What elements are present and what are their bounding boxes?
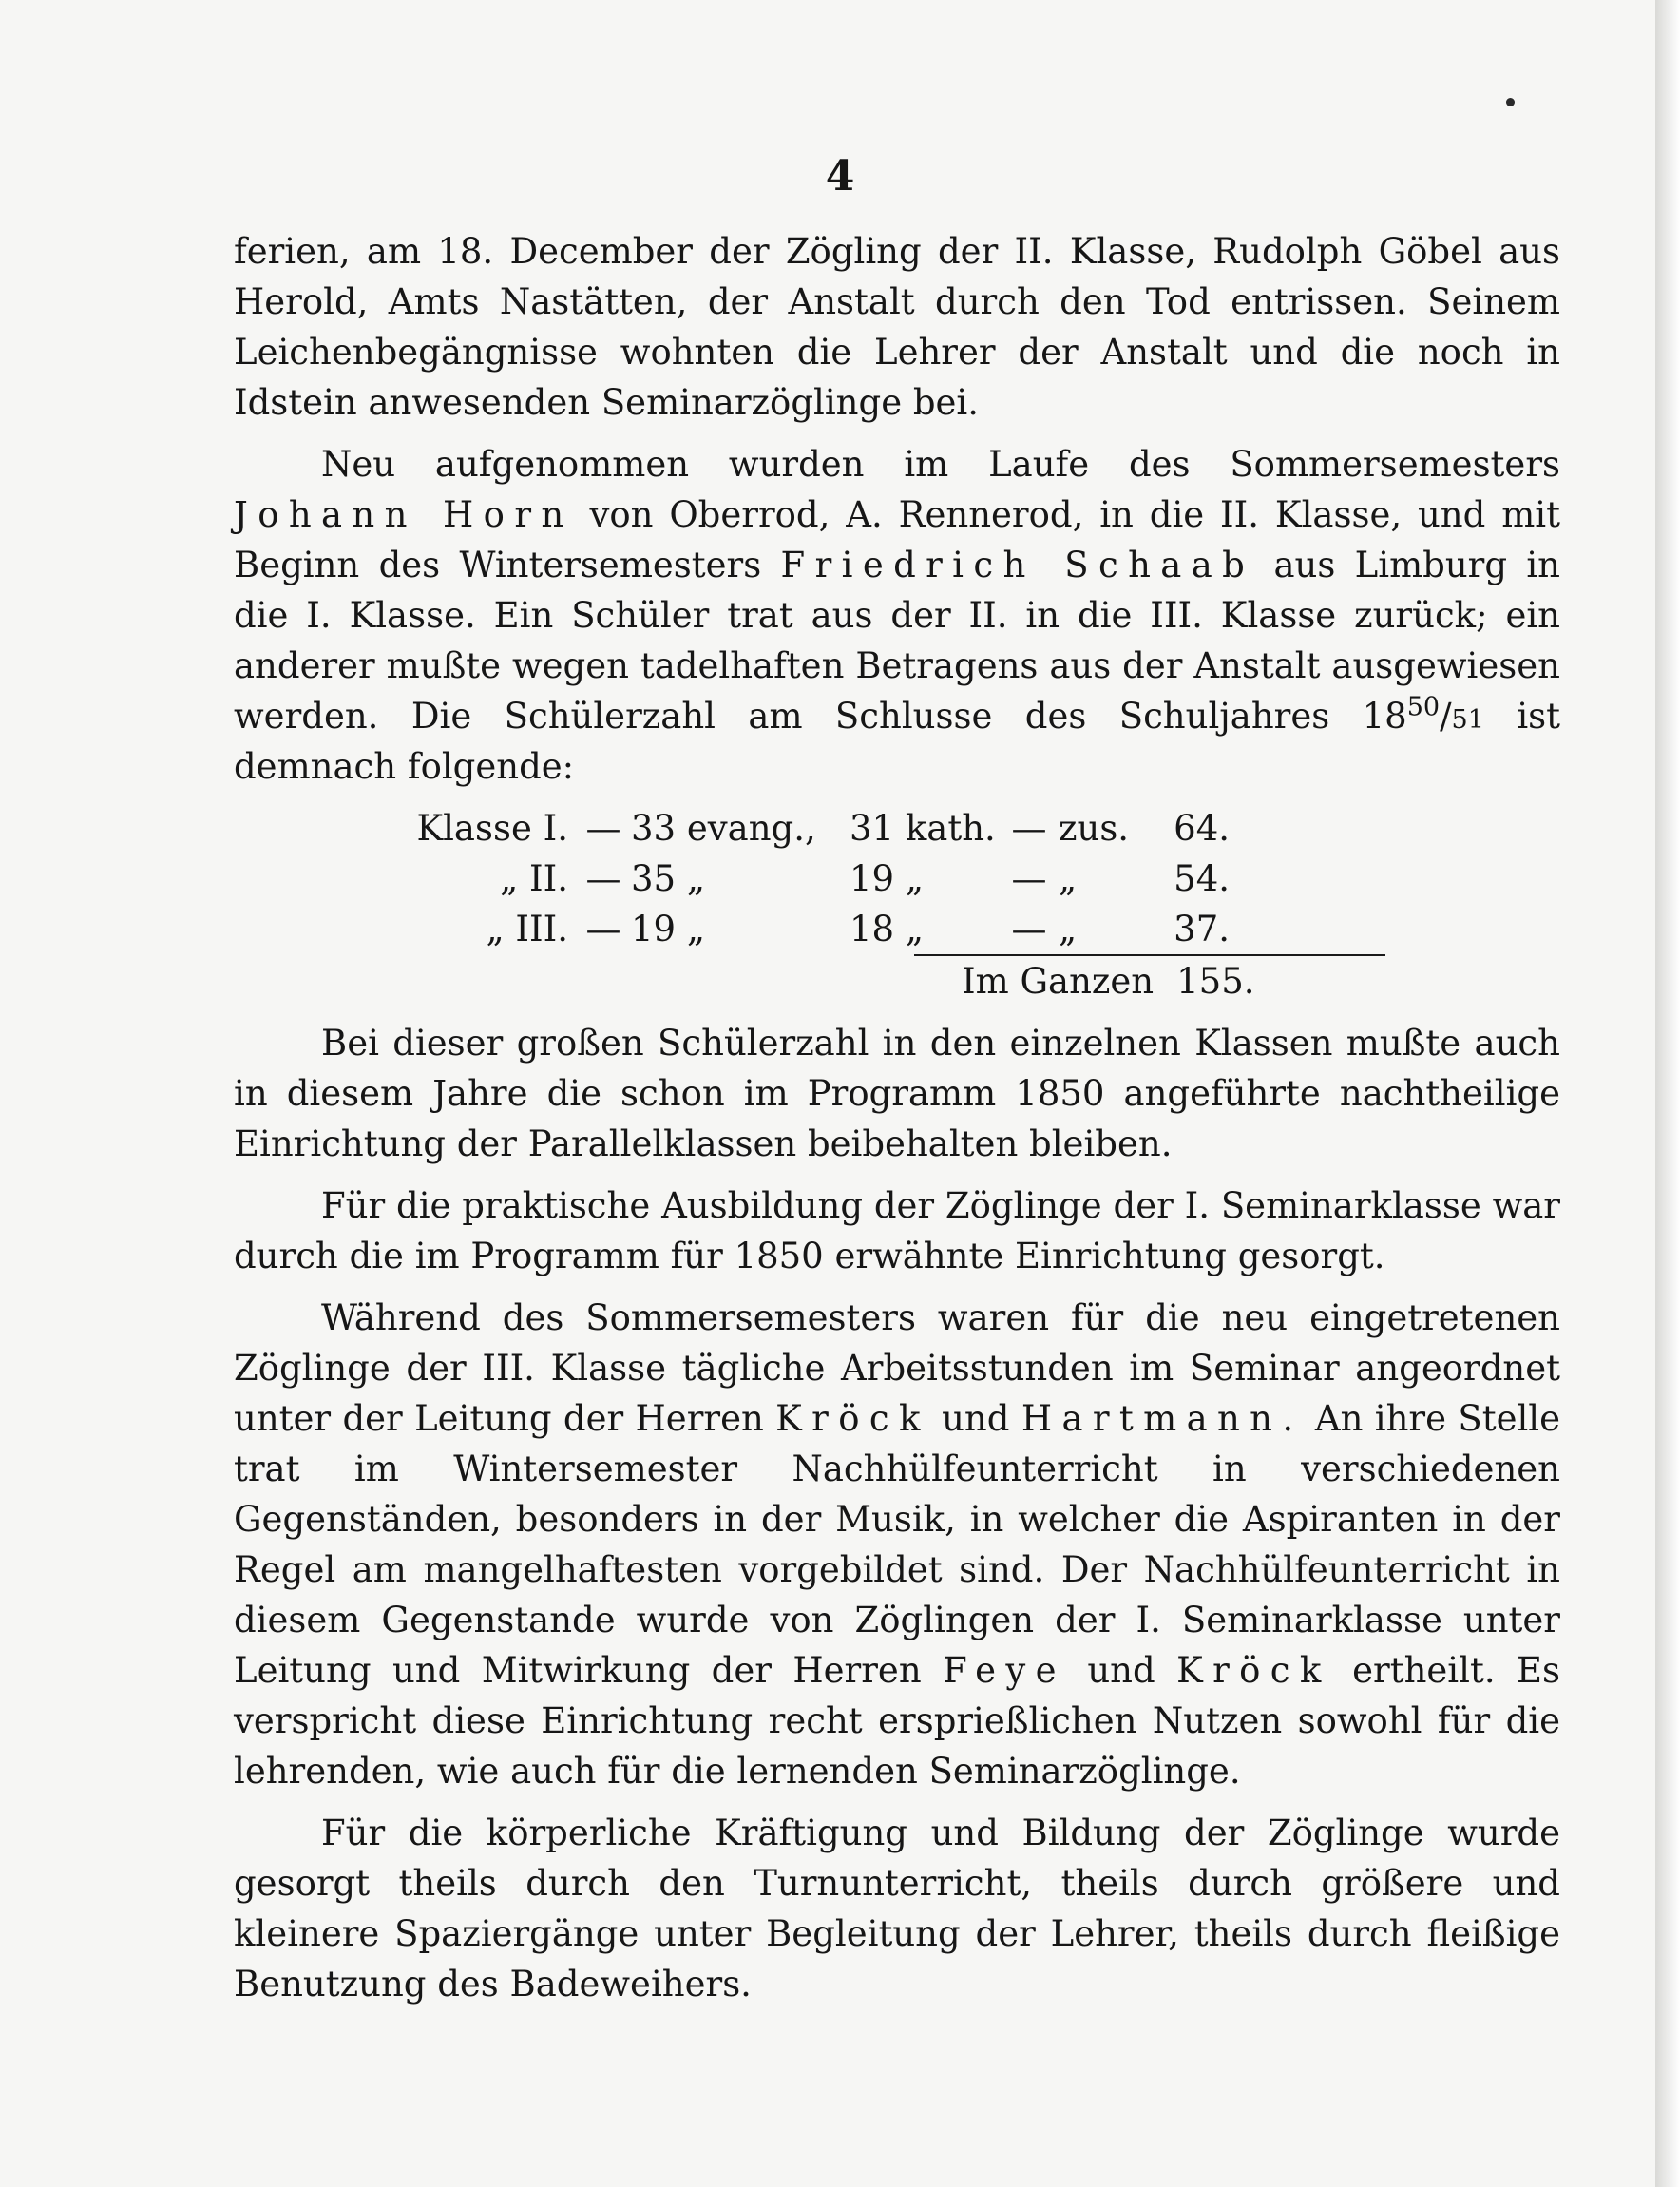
kath-count: 19 „	[850, 858, 925, 899]
teacher-name-kroeck: Kröck	[775, 1398, 930, 1439]
sum-label: „	[1059, 909, 1078, 950]
student-name-horn: Johann Horn	[234, 494, 574, 535]
paragraph-physical-education: Für die körperliche Kräftigung und Bildung der Zöglinge wurde gesorgt theils durch den Turnunterricht, theils durch größere und kleinere Spaziergänge unter Begleitung der Lehrer, theils durch fleißige Benutzung des Badeweihers.	[234, 1813, 1560, 2005]
row-total: 37.	[1174, 909, 1230, 950]
admissions-text-b: von Oberrod, A. Rennerod, in die II. Klasse, und mit Beginn des Wintersemesters	[234, 494, 1560, 585]
paragraph-practical-training: Für die praktische Ausbildung der Zöglinge der I. Seminarklasse war durch die im Programm für 1850 erwähnte Einrichtung gesorgt.	[234, 1185, 1560, 1276]
sum-label: zus.	[1059, 808, 1130, 849]
student-name-schaab: Friedrich Schaab	[780, 545, 1255, 585]
table-row	[234, 803, 1560, 854]
admissions-text-a: Neu aufgenommen wurden im Laufe des Sommersemesters	[321, 444, 1560, 485]
dash: —	[1011, 909, 1047, 950]
lessons-text-a: Während des Sommersemesters waren für die neu eingetretenen Zöglinge der III. Klasse tägliche Arbeitsstunden im Seminar angeordnet unter der Leitung der Herren	[234, 1297, 1560, 1439]
admissions-text-d: ist demnach folgende:	[234, 696, 1561, 787]
evang-count: 19 „	[631, 909, 706, 950]
class-label: „ III.	[486, 909, 568, 950]
conjunction: und	[942, 1398, 1010, 1439]
dash: —	[585, 858, 621, 899]
page-number: 4	[825, 152, 855, 201]
grand-total-value: 155.	[1176, 961, 1255, 1002]
admissions-text-c: aus Limburg in die I. Klasse. Ein Schüler trat aus der II. in die III. Klasse zurück; ein anderer mußte wegen tadelhaften Betragens aus der Anstalt ausgewiesen werden. Die Schülerzahl am Schlusse des Schuljahres 18	[234, 545, 1561, 737]
sum-label: „	[1059, 858, 1078, 899]
evang-count: 33 evang.,	[631, 808, 816, 849]
dash: —	[585, 808, 621, 849]
table-row	[234, 854, 1560, 904]
grand-total-row	[962, 956, 1560, 1007]
row-total: 54.	[1174, 858, 1230, 899]
year-fraction-bottom: 51	[1451, 705, 1484, 735]
enrollment-table	[234, 803, 1560, 1007]
class-label: Klasse I.	[416, 808, 568, 849]
evang-count: 35 „	[631, 858, 706, 899]
kath-count: 18 „	[850, 909, 925, 950]
row-total: 64.	[1174, 808, 1230, 849]
conjunction: und	[1087, 1650, 1155, 1691]
teacher-name-kroeck-2: Kröck	[1176, 1650, 1331, 1691]
year-fraction-slash: /	[1440, 696, 1452, 737]
kath-count: 31 kath.	[850, 808, 996, 849]
body-text	[234, 226, 1560, 2021]
dash: —	[1011, 808, 1047, 849]
paragraph-admissions	[234, 439, 1560, 792]
dash: —	[585, 909, 621, 950]
dash: —	[1011, 858, 1047, 899]
year-fraction-top: 50	[1406, 692, 1441, 722]
teacher-name-hartmann: Hartmann.	[1021, 1398, 1304, 1439]
lessons-text-c: ertheilt. Es verspricht diese Einrichtung recht ersprießlichen Nutzen sowohl für die lehrenden, wie auch für die lernenden Seminarzöglinge.	[234, 1650, 1561, 1792]
class-label: „ II.	[500, 858, 568, 899]
paragraph-supplementary-lessons	[234, 1293, 1560, 1796]
ink-dot	[1506, 98, 1515, 106]
paragraph-parallel-classes: Bei dieser großen Schülerzahl in den einzelnen Klassen mußte auch in diesem Jahre die schon im Programm 1850 angeführte nachtheilige Einrichtung der Parallelklassen beibehalten bleiben.	[234, 1023, 1560, 1164]
page-edge-shadow	[1655, 0, 1680, 2187]
table-row	[234, 904, 1560, 954]
teacher-name-feye: Feye	[943, 1650, 1066, 1691]
paragraph-death-notice: ferien, am 18. December der Zögling der II. Klasse, Rudolph Göbel aus Herold, Amts Nastätten, der Anstalt durch den Tod entrissen. Seinem Leichenbegängnisse wohnten die Lehrer der Anstalt und die noch in Idstein anwesenden Seminarzöglinge bei.	[234, 231, 1560, 423]
grand-total-label: Im Ganzen	[962, 961, 1155, 1002]
lessons-text-b: An ihre Stelle trat im Wintersemester Nachhülfeunterricht in verschiedenen Gegenständen, besonders in der Musik, in welcher die Aspiranten in der Regel am mangelhaftesten vorgebildet sind. Der Nachhülfeunterricht in diesem Gegenstande wurde von Zöglingen der I. Seminarklasse unter Leitung und Mitwirkung der Herren	[234, 1398, 1561, 1691]
